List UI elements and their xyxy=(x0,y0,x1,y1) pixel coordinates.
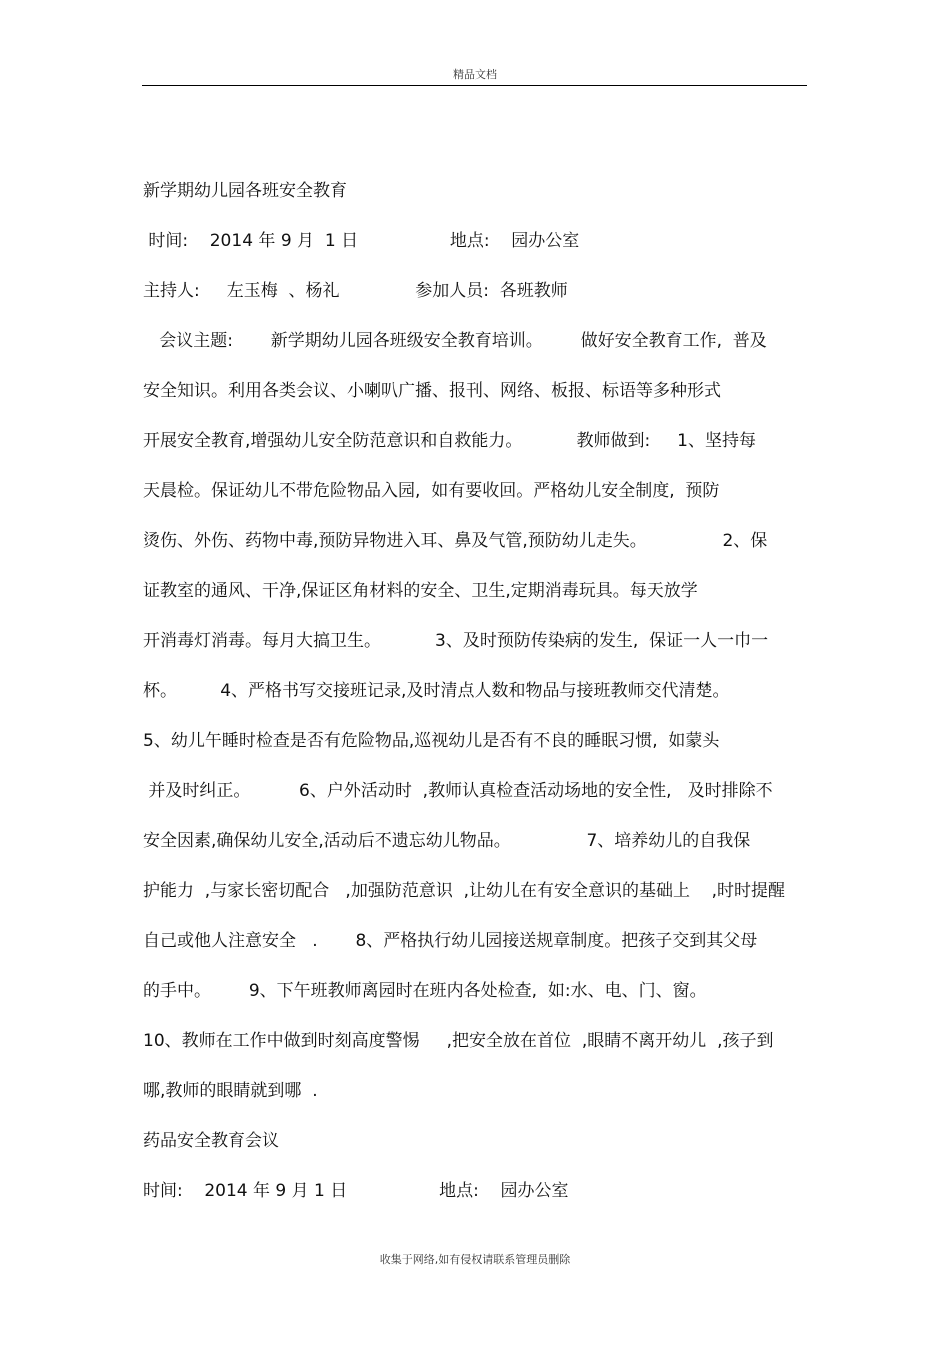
body-line: 护能力 ,与家长密切配合 ,加强防范意识 ,让幼儿在有安全意识的基础上 ,时时提醒 xyxy=(143,881,786,901)
page-footer: 收集于网络,如有侵权请联系管理员删除 xyxy=(379,1253,571,1266)
body-line: 开展安全教育,增强幼儿安全防范意识和自救能力。 教师做到: 1、坚持每 xyxy=(143,431,757,451)
section-title-safety-education: 新学期幼儿园各班安全教育 xyxy=(143,181,347,201)
body-line: 烫伤、外伤、药物中毒,预防异物进入耳、鼻及气管,预防幼儿走失。 2、保 xyxy=(143,531,768,551)
section-title-medicine-safety: 药品安全教育会议 xyxy=(143,1131,279,1151)
body-line: 会议主题: 新学期幼儿园各班级安全教育培训。 做好安全教育工作, 普及 xyxy=(143,331,767,351)
body-line: 自己或他人注意安全 . 8、严格执行幼儿园接送规章制度。把孩子交到其父母 xyxy=(143,931,758,951)
meeting-time-location: 时间: 2014 年 9 月 1 日 地点: 园办公室 xyxy=(143,231,580,251)
body-line: 天晨检。保证幼儿不带危险物品入园, 如有要收回。严格幼儿安全制度, 预防 xyxy=(143,481,720,501)
body-line: 5、幼儿午睡时检查是否有危险物品,巡视幼儿是否有不良的睡眠习惯, 如蒙头 xyxy=(143,731,720,751)
body-line: 证教室的通风、干净,保证区角材料的安全、卫生,定期消毒玩具。每天放学 xyxy=(143,581,698,601)
body-line: 的手中。 9、下午班教师离园时在班内各处检查, 如:水、电、门、窗。 xyxy=(143,981,707,1001)
body-line: 安全知识。利用各类会议、小喇叭广播、报刊、网络、板报、标语等多种形式 xyxy=(143,381,721,401)
body-line: 杯。 4、严格书写交接班记录,及时清点人数和物品与接班教师交代清楚。 xyxy=(143,681,730,701)
header-divider xyxy=(142,85,807,86)
body-line: 哪,教师的眼睛就到哪 . xyxy=(143,1081,318,1101)
meeting-time-location-2: 时间: 2014 年 9 月 1 日 地点: 园办公室 xyxy=(143,1181,569,1201)
body-line: 并及时纠正。 6、户外活动时 ,教师认真检查活动场地的安全性, 及时排除不 xyxy=(143,781,773,801)
body-line: 开消毒灯消毒。每月大搞卫生。 3、及时预防传染病的发生, 保证一人一巾一 xyxy=(143,631,769,651)
body-line: 10、教师在工作中做到时刻高度警惕 ,把安全放在首位 ,眼睛不离开幼儿 ,孩子到 xyxy=(143,1031,774,1051)
body-line: 安全因素,确保幼儿安全,活动后不遗忘幼儿物品。 7、培养幼儿的自我保 xyxy=(143,831,751,851)
meeting-host-participants: 主持人: 左玉梅 、杨礼 参加人员: 各班教师 xyxy=(143,281,568,301)
page-header: 精品文档 xyxy=(453,68,497,81)
